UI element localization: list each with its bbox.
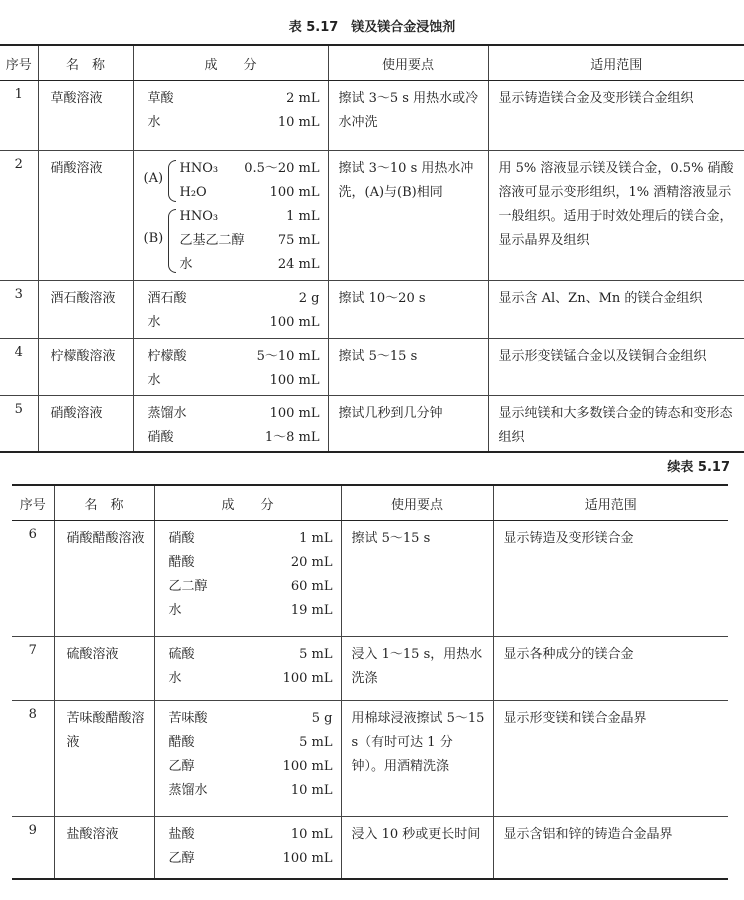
- ingredient: 硝酸: [168, 531, 195, 546]
- ingredient: 醋酸: [168, 555, 195, 570]
- amount: 100 mL: [269, 315, 320, 330]
- col-header-no: 序号: [12, 485, 54, 521]
- solution-name: 苦味酸醋酸溶液: [54, 701, 154, 817]
- header-row: [12, 485, 728, 521]
- usage-notes: 浸入 10 秒或更长时间: [341, 817, 493, 879]
- application-scope: 显示含铝和锌的铸造合金晶界: [493, 817, 728, 879]
- amount: 100 mL: [282, 759, 333, 774]
- amount: 10 mL: [290, 783, 333, 798]
- solution-name: 硝酸醋酸溶液: [54, 521, 154, 637]
- amount: 2 mL: [286, 91, 320, 106]
- solution-name: 盐酸溶液: [54, 817, 154, 879]
- amount: 10 mL: [290, 827, 333, 842]
- row-number: 8: [12, 701, 54, 817]
- ingredient: 乙基乙二醇: [179, 233, 245, 248]
- table-row: [0, 281, 744, 339]
- amount: 5 mL: [299, 735, 333, 750]
- col-header-name: 名 称: [54, 485, 154, 521]
- ingredient: 蒸馏水: [147, 406, 187, 421]
- col-header-scope: 适用范围: [488, 45, 744, 81]
- row-number: 5: [0, 396, 38, 452]
- col-header-no: 序号: [0, 45, 38, 81]
- amount: 1～8 mL: [264, 430, 320, 445]
- usage-notes: 擦试几秒到几分钟: [328, 396, 488, 452]
- col-header-usage: 使用要点: [328, 45, 488, 81]
- amount: 100 mL: [269, 185, 320, 200]
- usage-notes: 擦试 3～5 s 用热水或冷水冲洗: [328, 81, 488, 151]
- ingredient: HNO₃: [179, 209, 219, 224]
- usage-notes: 用棉球浸液擦试 5～15 s（有时可达 1 分钟）。用酒精洗涤: [341, 701, 493, 817]
- ingredient: 酒石酸: [147, 291, 187, 306]
- ingredient: 醋酸: [168, 735, 195, 750]
- ingredient: 柠檬酸: [147, 349, 187, 364]
- application-scope: 显示铸造及变形镁合金: [493, 521, 728, 637]
- ingredient: 乙二醇: [168, 579, 208, 594]
- application-scope: 显示铸造镁合金及变形镁合金组织: [488, 81, 744, 151]
- table-row: [12, 521, 728, 637]
- application-scope: 显示各种成分的镁合金: [493, 637, 728, 701]
- row-number: 2: [0, 151, 38, 281]
- col-header-composition: 成 分: [154, 485, 341, 521]
- row-number: 1: [0, 81, 38, 151]
- amount: 1 mL: [299, 531, 333, 546]
- col-header-composition: 成 分: [133, 45, 328, 81]
- ingredient: 水: [147, 373, 161, 388]
- application-scope: 显示含 Al、Zn、Mn 的镁合金组织: [488, 281, 744, 339]
- brace-icon: [168, 209, 176, 273]
- table-row: [12, 817, 728, 879]
- solution-name: 硝酸溶液: [38, 396, 133, 452]
- col-header-name: 名 称: [38, 45, 133, 81]
- table-row: [12, 701, 728, 817]
- group-a: [144, 157, 320, 205]
- table-row: [12, 637, 728, 701]
- row-number: 4: [0, 339, 38, 396]
- amount: 100 mL: [282, 851, 333, 866]
- ingredient: 水: [179, 257, 193, 272]
- amount: 0.5～20 mL: [244, 161, 320, 176]
- composition: [154, 521, 341, 637]
- composition: [133, 396, 328, 452]
- application-scope: 显示形变镁和镁合金晶界: [493, 701, 728, 817]
- composition: [133, 81, 328, 151]
- col-header-usage: 使用要点: [341, 485, 493, 521]
- usage-notes: 擦试 5～15 s: [328, 339, 488, 396]
- composition: [154, 701, 341, 817]
- amount: 24 mL: [277, 257, 320, 272]
- ingredient: 水: [147, 315, 161, 330]
- row-number: 6: [12, 521, 54, 637]
- composition: [133, 151, 328, 281]
- group-label: (A): [143, 171, 164, 186]
- table-title: 表 5.17 镁及镁合金浸蚀剂: [288, 20, 456, 35]
- amount: 19 mL: [290, 603, 333, 618]
- composition: [154, 637, 341, 701]
- ingredient: 乙醇: [168, 759, 195, 774]
- amount: 20 mL: [290, 555, 333, 570]
- table-row: [0, 339, 744, 396]
- solution-name: 硝酸溶液: [38, 151, 133, 281]
- amount: 2 g: [298, 291, 320, 306]
- ingredient: 水: [168, 603, 182, 618]
- header-row: [0, 45, 744, 81]
- ingredient: 水: [168, 671, 182, 686]
- amount: 1 mL: [286, 209, 320, 224]
- composition: [133, 281, 328, 339]
- row-number: 3: [0, 281, 38, 339]
- table-row: [0, 396, 744, 452]
- usage-notes: 擦试 5～15 s: [341, 521, 493, 637]
- ingredient: 硝酸: [147, 430, 174, 445]
- amount: 60 mL: [290, 579, 333, 594]
- application-scope: 用 5% 溶液显示镁及镁合金，0.5% 硝酸溶液可显示变形组织，1% 酒精溶液显示一般组织。适用于时效处理后的镁合金，显示晶界及组织: [488, 151, 744, 281]
- ingredient: 乙醇: [168, 851, 195, 866]
- brace-icon: [168, 160, 176, 202]
- ingredient: 蒸馏水: [168, 783, 208, 798]
- application-scope: 显示形变镁锰合金以及镁铜合金组织: [488, 339, 744, 396]
- amount: 5～10 mL: [256, 349, 320, 364]
- ingredient: H₂O: [179, 185, 207, 200]
- amount: 100 mL: [282, 671, 333, 686]
- usage-notes: 擦试 3～10 s 用热水冲洗，(A)与(B)相同: [328, 151, 488, 281]
- group-b: [144, 205, 320, 277]
- amount: 100 mL: [269, 373, 320, 388]
- ingredient: HNO₃: [179, 161, 219, 176]
- continued-table-title: 续表 5.17: [667, 460, 730, 475]
- solution-name: 草酸溶液: [38, 81, 133, 151]
- row-number: 7: [12, 637, 54, 701]
- amount: 100 mL: [269, 406, 320, 421]
- usage-notes: 擦试 10～20 s: [328, 281, 488, 339]
- etchant-table: [0, 44, 744, 453]
- ingredient: 苦味酸: [168, 711, 208, 726]
- solution-name: 柠檬酸溶液: [38, 339, 133, 396]
- ingredient: 盐酸: [168, 827, 195, 842]
- amount: 5 mL: [299, 647, 333, 662]
- ingredient: 草酸: [147, 91, 174, 106]
- group-label: (B): [143, 231, 164, 246]
- row-number: 9: [12, 817, 54, 879]
- composition: [154, 817, 341, 879]
- solution-name: 硫酸溶液: [54, 637, 154, 701]
- ingredient: 硫酸: [168, 647, 195, 662]
- col-header-scope: 适用范围: [493, 485, 728, 521]
- table-row: [0, 151, 744, 281]
- composition: [133, 339, 328, 396]
- solution-name: 酒石酸溶液: [38, 281, 133, 339]
- amount: 10 mL: [277, 115, 320, 130]
- application-scope: 显示纯镁和大多数镁合金的铸态和变形态组织: [488, 396, 744, 452]
- amount: 5 g: [311, 711, 333, 726]
- usage-notes: 浸入 1～15 s，用热水洗涤: [341, 637, 493, 701]
- ingredient: 水: [147, 115, 161, 130]
- etchant-table-continued: [12, 484, 728, 880]
- amount: 75 mL: [277, 233, 320, 248]
- table-row: [0, 81, 744, 151]
